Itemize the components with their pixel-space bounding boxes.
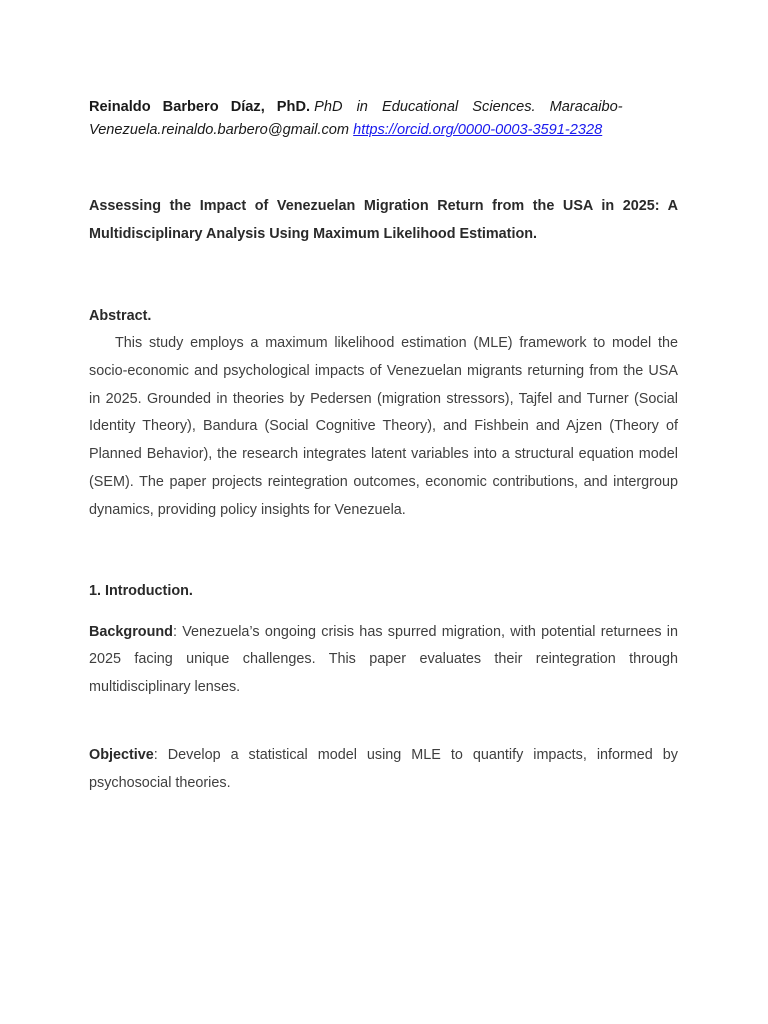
background-paragraph xyxy=(89,619,678,702)
abstract-heading: Abstract. xyxy=(89,308,152,324)
objective-paragraph xyxy=(89,742,678,798)
author-email: Venezuela.reinaldo.barbero@gmail.com xyxy=(89,122,350,138)
orcid-link[interactable]: https://orcid.org/0000-0003-3591-2328 xyxy=(353,122,603,138)
background-text: : Venezuela’s ongoing crisis has spurred migration, with potential returnees in 2025 facing unique challenges. This paper evaluates their reintegration through multidisciplinary lenses. xyxy=(89,623,678,696)
author-affiliation: PhD in Educational Sciences. Maracaibo- xyxy=(314,99,623,115)
author-name: Reinaldo Barbero Díaz, PhD. xyxy=(89,99,311,115)
abstract-body: This study employs a maximum likelihood estimation (MLE) framework to model the socio-economic and psychological impacts of Venezuelan migrants returning from the USA in 2025. Grounded in theories by Pedersen (migration stressors), Tajfel and Turner (Social Identity Theory), Bandura (Social Cognitive Theory), and Fishbein and Ajzen (Theory of Planned Behavior), the research integrates latent variables into a structural equation model (SEM). The paper projects reintegration outcomes, economic contributions, and intergroup dynamics, providing policy insights for Venezuela. xyxy=(89,335,678,518)
objective-text: : Develop a statistical model using MLE to quantify impacts, informed by psychosocial theories. xyxy=(89,746,678,791)
document-page xyxy=(89,96,678,798)
background-term: Background xyxy=(89,623,173,640)
section-heading-introduction: 1. Introduction. xyxy=(89,582,193,599)
author-block xyxy=(89,96,678,142)
objective-term: Objective xyxy=(89,746,154,763)
paper-title: Assessing the Impact of Venezuelan Migration Return from the USA in 2025: A Multidisciplinary Analysis Using Maximum Likelihood Estimation. xyxy=(89,198,678,242)
